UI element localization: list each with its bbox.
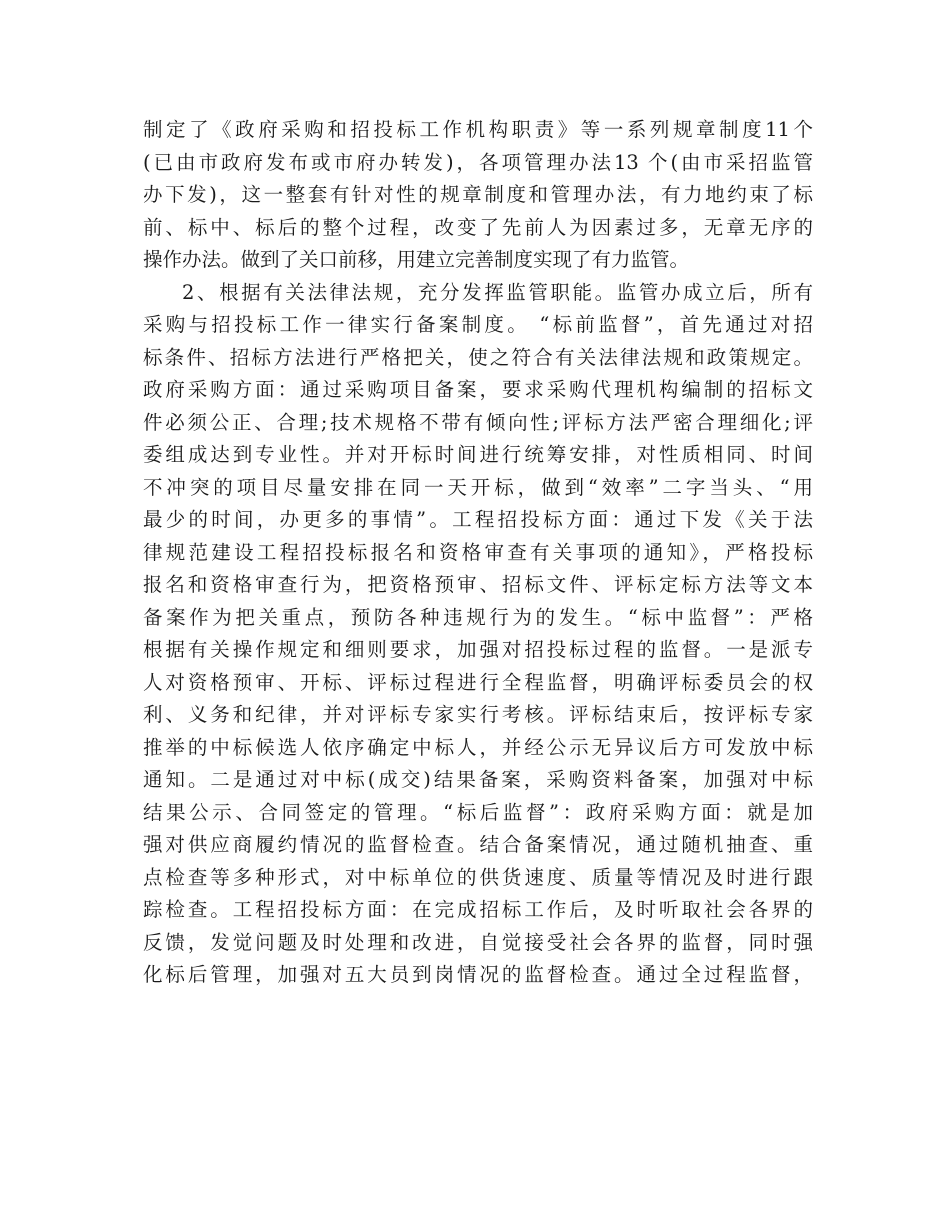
text-line: 备案作为把关重点，预防各种违规行为的发生。“标中监督”：严格 [143,605,813,629]
text-line: 采购与招投标工作一律实行备案制度。 “标前监督”，首先通过对招 [143,313,813,336]
paragraph-regulations [143,114,813,277]
text-line: 报名和资格审查行为，把资格预审、招标文件、评标定标方法等文本 [143,573,813,596]
text-line: 办下发)，这一整套有针对性的规章制度和管理办法，有力地约束了标 [143,183,813,206]
text-line: 委组成达到专业性。并对开标时间进行统筹安排，对性质相同、时间 [143,443,813,466]
text-line: 制定了《政府采购和招投标工作机构职责》等一系列规章制度11个 [143,118,813,141]
text-line: 件必须公正、合理;技术规格不带有倾向性;评标方法严密合理细化;评 [143,410,813,434]
paragraph-supervision [143,277,813,992]
text-line: 标条件、招标方法进行严格把关，使之符合有关法律法规和政策规定。 [143,345,813,369]
text-line: 操作办法。做到了关口前移，用建立完善制度实现了有力监管。 [143,248,690,271]
text-line: 点检查等多种形式，对中标单位的供货速度、质量等情况及时进行跟 [143,865,813,889]
text-line: 政府采购方面：通过采购项目备案，要求采购代理机构编制的招标文 [143,378,813,401]
body-text [143,114,813,992]
text-line: 最少的时间，办更多的事情”。工程招投标方面：通过下发《关于法 [143,508,813,531]
text-line: (已由市政府发布或市府办转发)，各项管理办法13 个(由市采招监管 [143,150,813,174]
text-line: 不冲突的项目尽量安排在同一天开标，做到“效率”二字当头、“用 [143,475,813,499]
text-line: 前、标中、标后的整个过程，改变了先前人为因素过多，无章无序的 [143,215,813,239]
text-line: 律规范建设工程招投标报名和资格审查有关事项的通知》，严格投标 [143,540,813,564]
text-line: 通知。二是通过对中标(成交)结果备案，采购资料备案，加强对中标 [143,768,813,791]
text-line: 强对供应商履约情况的监督检查。结合备案情况，通过随机抽查、重 [143,833,813,856]
text-line: 结果公示、合同签定的管理。“标后监督”：政府采购方面：就是加 [143,800,813,824]
text-line: 2、根据有关法律法规，充分发挥监管职能。监管办成立后，所有 [182,280,813,304]
text-line: 人对资格预审、开标、评标过程进行全程监督，明确评标委员会的权 [143,670,813,694]
text-line: 化标后管理，加强对五大员到岗情况的监督检查。通过全过程监督， [143,963,813,986]
text-line: 利、义务和纪律，并对评标专家实行考核。评标结束后，按评标专家 [143,703,813,726]
text-line: 踪检查。工程招投标方面：在完成招标工作后，及时听取社会各界的 [143,898,813,921]
text-line: 反馈，发觉问题及时处理和改进，自觉接受社会各界的监督，同时强 [143,930,813,954]
text-line: 推举的中标候选人依序确定中标人，并经公示无异议后方可发放中标 [143,735,813,759]
text-line: 根据有关操作规定和细则要求，加强对招投标过程的监督。一是派专 [143,638,813,661]
